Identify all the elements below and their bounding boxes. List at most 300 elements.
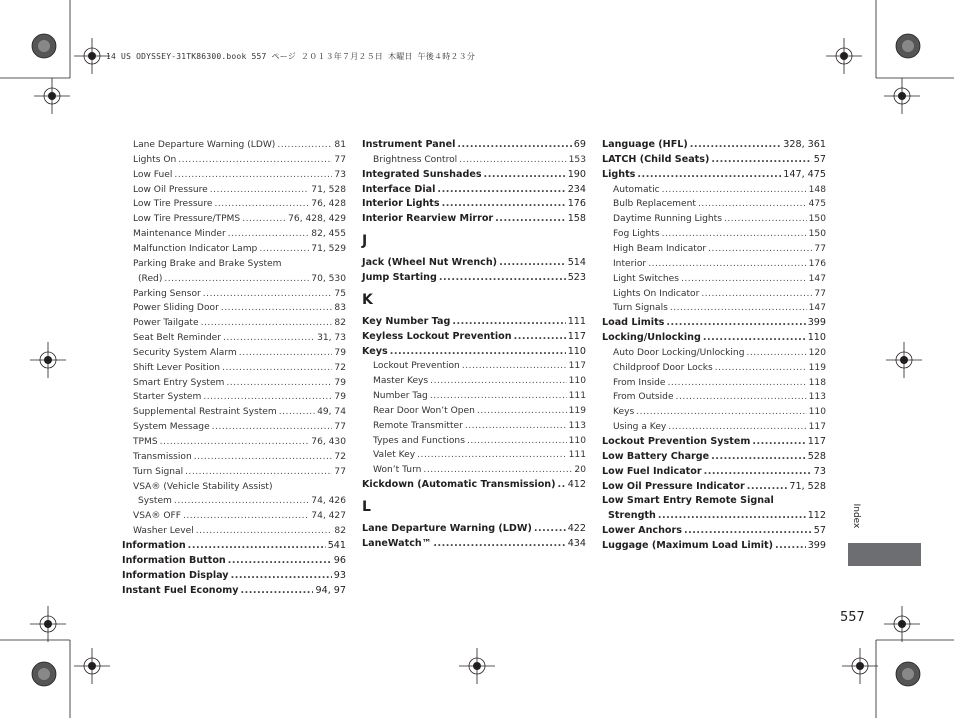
entry-page-ref[interactable]: 113 [808, 392, 826, 403]
entry-label: Integrated Sunshades [362, 168, 482, 180]
entry-label: Brightness Control [373, 154, 458, 165]
index-subentry [133, 361, 346, 375]
entry-label: Jack (Wheel Nut Wrench) [362, 257, 498, 269]
leader-dots [433, 537, 565, 551]
entry-label: (Red) [138, 273, 163, 284]
leader-dots [423, 463, 572, 477]
leader-dots [708, 242, 812, 256]
entry-page-ref[interactable]: 117 [567, 330, 586, 342]
index-entry [602, 138, 826, 152]
entry-page-ref[interactable]: 111 [568, 391, 586, 402]
entry-page-ref[interactable]: 57 [813, 153, 826, 165]
entry-page-ref[interactable]: 147 [808, 273, 826, 284]
entry-page-ref[interactable]: 523 [567, 271, 586, 283]
index-subentry [133, 390, 346, 404]
entry-page-ref[interactable]: 541 [327, 539, 346, 551]
entry-label: Lockout Prevention System [602, 436, 751, 447]
leader-dots [676, 390, 807, 404]
index-subentry [373, 374, 586, 388]
entry-label: Supplemental Restraint System [133, 407, 277, 418]
entry-label: Key Number Tag [362, 315, 451, 327]
leader-dots [459, 153, 566, 167]
entry-label: TPMS [133, 437, 158, 447]
entry-page-ref[interactable]: 71, 528 [311, 184, 346, 195]
entry-page-ref[interactable]: 76, 428 [311, 199, 346, 210]
index-entry [362, 138, 586, 152]
entry-page-ref[interactable]: 77 [814, 243, 826, 254]
entry-page-ref[interactable]: 110 [568, 435, 586, 446]
entry-page-ref[interactable]: 71, 529 [311, 243, 346, 254]
entry-page-ref[interactable]: 110 [568, 376, 586, 387]
entry-label: VSA® OFF [133, 511, 181, 522]
entry-page-ref[interactable]: 328, 361 [783, 139, 826, 150]
entry-page-ref[interactable]: 72 [334, 362, 346, 373]
entry-page-ref[interactable]: 113 [568, 420, 586, 431]
index-subentry [373, 153, 586, 167]
leader-dots [701, 287, 812, 301]
leader-dots [495, 212, 566, 226]
entry-page-ref[interactable]: 412 [567, 479, 586, 491]
entry-page-ref[interactable]: 57 [813, 525, 826, 537]
index-subentry [138, 272, 346, 286]
entry-page-ref[interactable]: 81 [334, 140, 346, 150]
leader-dots [658, 509, 806, 523]
entry-page-ref[interactable]: 73 [813, 465, 826, 477]
leader-dots [203, 390, 332, 404]
leader-dots [196, 524, 333, 538]
leader-dots [775, 539, 806, 553]
index-entry [362, 537, 586, 551]
entry-label: Lockout Prevention [373, 361, 460, 372]
crosshair-bottom-right-2 [884, 606, 920, 642]
entry-page-ref[interactable]: 77 [814, 288, 826, 299]
index-entry [362, 212, 586, 226]
crosshair-bottom-left [30, 606, 66, 642]
entry-page-ref[interactable]: 82, 455 [311, 229, 346, 240]
entry-page-ref[interactable]: 76, 430 [311, 437, 346, 447]
entry-page-ref[interactable]: 83 [334, 303, 346, 314]
index-subentry [613, 405, 826, 419]
entry-page-ref[interactable]: 110 [808, 407, 826, 418]
index-entry [362, 183, 586, 197]
entry-label: Interface Dial [362, 183, 436, 195]
entry-page-ref[interactable]: 176 [808, 258, 826, 269]
entry-page-ref[interactable]: 150 [808, 229, 826, 240]
leader-dots [462, 359, 567, 373]
entry-label: Maintenance Minder [133, 229, 226, 240]
entry-label: Low Smart Entry Remote Signal [602, 495, 774, 507]
crosshair-top-right [826, 38, 862, 74]
entry-page-ref[interactable]: 31, 73 [317, 333, 346, 344]
leader-dots [183, 509, 309, 523]
index-entry [362, 345, 586, 359]
entry-page-ref[interactable]: 528 [807, 450, 826, 462]
entry-label: Auto Door Locking/Unlocking [613, 347, 745, 358]
leader-dots [690, 138, 781, 152]
index-entry [362, 522, 586, 536]
entry-page-ref[interactable]: 76, 428, 429 [288, 214, 346, 225]
leader-dots [240, 584, 313, 598]
index-subentry [133, 420, 346, 434]
entry-page-ref[interactable]: 79 [334, 377, 346, 388]
index-entry [602, 153, 826, 167]
leader-dots [239, 346, 333, 360]
entry-page-ref[interactable]: 117 [808, 422, 826, 433]
entry-label: Daytime Running Lights [613, 214, 722, 225]
index-entry [602, 316, 826, 330]
leader-dots [698, 197, 807, 211]
index-entry [602, 435, 826, 449]
entry-label: Automatic [613, 184, 660, 195]
leader-dots [185, 465, 332, 479]
leader-dots [484, 168, 566, 182]
entry-page-ref[interactable]: 148 [808, 184, 826, 195]
index-subentry [373, 389, 586, 403]
entry-label: Low Oil Pressure Indicator [602, 480, 745, 492]
index-subentry [133, 524, 346, 538]
index-subentry [373, 463, 586, 477]
entry-page-ref[interactable]: 150 [808, 214, 826, 225]
index-subentry [133, 227, 346, 241]
crosshair-top-right-2 [884, 78, 920, 114]
leader-dots [648, 257, 806, 271]
index-letter-heading: K [362, 291, 373, 308]
entry-label: LaneWatch™ [362, 537, 432, 549]
index-letter-heading: L [362, 499, 371, 516]
index-subentry [133, 183, 346, 197]
entry-label: Childproof Door Locks [613, 362, 713, 373]
leader-dots [174, 168, 332, 182]
entry-page-ref[interactable]: 74, 426 [311, 496, 346, 507]
crosshair-right-mid [886, 342, 922, 378]
entry-page-ref[interactable]: 111 [568, 450, 586, 461]
entry-label: High Beam Indicator [613, 243, 707, 254]
index-subentry [613, 301, 826, 315]
index-subentry [613, 376, 826, 390]
entry-label: Lane Departure Warning (LDW) [362, 523, 532, 535]
leader-dots [242, 212, 286, 226]
index-subentry [613, 242, 826, 256]
entry-label: Lights On Indicator [613, 288, 700, 299]
entry-page-ref[interactable]: 434 [567, 537, 586, 549]
entry-page-ref[interactable]: 399 [807, 317, 826, 329]
entry-page-ref[interactable]: 82 [334, 318, 346, 329]
leader-dots [558, 478, 566, 492]
entry-page-ref[interactable]: 119 [568, 405, 586, 416]
crosshair-bottom-left-2 [74, 648, 110, 684]
entry-label: Turn Signal [133, 466, 184, 477]
crosshair-left-mid [30, 342, 66, 378]
leader-dots [684, 524, 812, 538]
leader-dots [430, 374, 566, 388]
index-subentry [613, 346, 826, 360]
entry-label: Master Keys [373, 376, 429, 387]
leader-dots [662, 183, 807, 197]
index-subentry [133, 435, 346, 449]
leader-dots [724, 212, 807, 226]
index-subentry [373, 434, 586, 448]
leader-dots [390, 345, 566, 359]
entry-page-ref[interactable]: 75 [334, 288, 346, 299]
entry-page-ref[interactable]: 20 [574, 465, 586, 476]
entry-page-ref[interactable]: 73 [334, 169, 346, 180]
index-subentry [133, 287, 346, 301]
leader-dots [214, 197, 309, 211]
entry-label: Interior Lights [362, 198, 440, 210]
entry-page-ref[interactable]: 147 [808, 303, 826, 314]
entry-label: Information [122, 539, 186, 551]
entry-label: Using a Key [613, 422, 667, 433]
index-subentry [133, 465, 346, 479]
index-entry [362, 478, 586, 492]
entry-label: Jump Starting [362, 271, 437, 283]
index-subentry [133, 376, 346, 390]
index-entry [602, 494, 826, 508]
index-entry [602, 480, 826, 494]
leader-dots [752, 435, 805, 449]
entry-page-ref[interactable]: 158 [567, 213, 586, 225]
entry-label: LATCH (Child Seats) [602, 153, 710, 165]
leader-dots [514, 330, 566, 344]
leader-dots [715, 361, 807, 375]
entry-page-ref[interactable]: 117 [568, 361, 586, 372]
index-subentry [133, 212, 346, 226]
entry-label: Keys [613, 407, 635, 418]
entry-label: Turn Signals [613, 303, 668, 314]
leader-dots [747, 480, 788, 494]
entry-page-ref[interactable]: 399 [807, 539, 826, 551]
entry-page-ref[interactable]: 120 [808, 347, 826, 358]
index-subentry [133, 242, 346, 256]
crosshair-bottom-right [842, 648, 878, 684]
entry-label: Load Limits [602, 317, 665, 329]
entry-page-ref[interactable]: 190 [567, 168, 586, 180]
entry-page-ref[interactable]: 94, 97 [315, 584, 346, 596]
entry-page-ref[interactable]: 475 [808, 199, 826, 210]
entry-page-ref[interactable]: 77 [334, 466, 346, 477]
entry-page-ref[interactable]: 77 [334, 154, 346, 165]
leader-dots [668, 420, 806, 434]
entry-label: Language (HFL) [602, 139, 688, 150]
entry-label: Lane Departure Warning (LDW) [133, 140, 276, 150]
index-subentry [613, 183, 826, 197]
leader-dots [188, 539, 326, 553]
entry-label: Security System Alarm [133, 347, 237, 358]
leader-dots [160, 435, 310, 449]
index-entry [602, 450, 826, 464]
index-subentry [373, 419, 586, 433]
leader-dots [704, 465, 812, 479]
print-header: 14 US ODYSSEY-31TK86300.book 557 ページ ２０１３年７月２５日 木曜日 午後４時２３分 [106, 52, 476, 61]
entry-label: Shift Lever Position [133, 362, 221, 373]
index-subentry [613, 420, 826, 434]
entry-label: Low Tire Pressure/TPMS [133, 214, 241, 225]
entry-page-ref[interactable]: 49, 74 [317, 407, 346, 418]
leader-dots [164, 272, 309, 286]
leader-dots [670, 301, 807, 315]
index-entry [362, 168, 586, 182]
index-subentry [613, 287, 826, 301]
entry-label: Light Switches [613, 273, 679, 284]
entry-label: Seat Belt Reminder [133, 333, 221, 344]
entry-page-ref[interactable]: 72 [334, 451, 346, 462]
entry-label: Power Sliding Door [133, 303, 219, 314]
entry-page-ref[interactable]: 234 [567, 183, 586, 195]
entry-label: Washer Level [133, 526, 194, 537]
index-entry [602, 331, 826, 345]
entry-page-ref[interactable]: 147, 475 [783, 168, 826, 180]
leader-dots [499, 256, 566, 270]
entry-label: System [138, 496, 172, 507]
leader-dots [711, 153, 811, 167]
leader-dots [226, 376, 332, 390]
entry-page-ref[interactable]: 112 [807, 510, 826, 522]
leader-dots [439, 271, 566, 285]
entry-label: Low Battery Charge [602, 450, 710, 462]
leader-dots [194, 450, 333, 464]
leader-dots [452, 315, 565, 329]
leader-dots [636, 405, 806, 419]
index-letter-heading: J [362, 233, 368, 250]
leader-dots [178, 153, 332, 167]
entry-label: Strength [608, 510, 656, 522]
entry-label: Bulb Replacement [613, 199, 696, 210]
leader-dots [465, 419, 567, 433]
index-subentry [133, 509, 346, 523]
entry-page-ref[interactable]: 422 [567, 523, 586, 535]
index-subentry [133, 197, 346, 211]
index-subentry [133, 153, 346, 167]
section-tab-label: Index [851, 503, 861, 529]
entry-label: Interior [613, 258, 647, 269]
entry-page-ref[interactable]: 111 [567, 315, 586, 327]
leader-dots [222, 361, 332, 375]
index-entry [608, 509, 826, 523]
index-entry [122, 554, 346, 568]
leader-dots [277, 138, 332, 152]
index-subentry [133, 301, 346, 315]
color-disc-top-right [894, 32, 922, 60]
entry-page-ref[interactable]: 110 [807, 332, 826, 344]
entry-page-ref[interactable]: 176 [567, 198, 586, 210]
entry-page-ref[interactable]: 77 [334, 422, 346, 433]
entry-page-ref[interactable]: 74, 427 [311, 511, 346, 522]
index-entry [602, 524, 826, 538]
leader-dots [430, 389, 567, 403]
index-entry [362, 315, 586, 329]
index-entry [602, 465, 826, 479]
index-subentry [133, 405, 346, 419]
entry-label: Low Fuel [133, 169, 173, 180]
entry-page-ref[interactable]: 117 [807, 436, 826, 447]
entry-label: Remote Transmitter [373, 420, 463, 431]
index-subentry [133, 346, 346, 360]
entry-label: Types and Functions [373, 435, 465, 446]
entry-label: Keys [362, 345, 388, 357]
entry-page-ref[interactable]: 93 [333, 569, 346, 581]
index-subentry [613, 390, 826, 404]
entry-page-ref[interactable]: 71, 528 [789, 480, 826, 492]
entry-label: Starter System [133, 392, 202, 403]
entry-page-ref[interactable]: 118 [808, 377, 826, 388]
leader-dots [212, 420, 333, 434]
leader-dots [210, 183, 310, 197]
entry-label: Transmission [133, 451, 192, 462]
entry-label: Parking Brake and Brake System [133, 258, 282, 269]
entry-label: Instant Fuel Economy [122, 584, 239, 596]
entry-page-ref[interactable]: 79 [334, 347, 346, 358]
color-disc-bottom-left [30, 660, 58, 688]
leader-dots [457, 138, 571, 152]
leader-dots [442, 197, 566, 211]
entry-label: Lights On [133, 154, 177, 165]
index-entry [602, 168, 826, 182]
index-subentry [133, 138, 346, 152]
index-subentry [613, 227, 826, 241]
index-subentry [133, 257, 346, 271]
entry-page-ref[interactable]: 153 [568, 154, 586, 165]
color-disc-bottom-right [894, 660, 922, 688]
index-subentry [133, 450, 346, 464]
index-entry [362, 256, 586, 270]
leader-dots [231, 569, 332, 583]
index-entry [122, 539, 346, 553]
entry-label: From Outside [613, 392, 674, 403]
leader-dots [746, 346, 806, 360]
entry-page-ref[interactable]: 96 [333, 554, 346, 566]
entry-label: Kickdown (Automatic Transmission) [362, 479, 556, 491]
index-subentry [613, 212, 826, 226]
leader-dots [637, 168, 781, 182]
entry-page-ref[interactable]: 79 [334, 392, 346, 403]
index-entry [362, 271, 586, 285]
color-disc-top-left [30, 32, 58, 60]
page-number: 557 [840, 610, 865, 625]
entry-label: Malfunction Indicator Lamp [133, 243, 258, 254]
entry-page-ref[interactable]: 110 [567, 345, 586, 357]
index-entry [362, 330, 586, 344]
entry-page-ref[interactable]: 69 [573, 139, 586, 150]
leader-dots [534, 522, 566, 536]
leader-dots [279, 405, 315, 419]
leader-dots [681, 272, 807, 286]
index-subentry [133, 480, 346, 494]
entry-label: Keyless Lockout Prevention [362, 330, 512, 342]
index-subentry [613, 257, 826, 271]
entry-page-ref[interactable]: 70, 530 [311, 273, 346, 284]
leader-dots [223, 331, 315, 345]
entry-label: System Message [133, 422, 210, 433]
entry-page-ref[interactable]: 514 [567, 257, 586, 269]
entry-page-ref[interactable]: 82 [334, 526, 346, 537]
entry-label: Information Button [122, 554, 226, 566]
entry-label: Valet Key [373, 450, 416, 461]
entry-label: Parking Sensor [133, 288, 201, 299]
entry-label: Smart Entry System [133, 377, 225, 388]
crosshair-top-left-2 [34, 78, 70, 114]
index-entry [122, 569, 346, 583]
index-entry [362, 197, 586, 211]
entry-label: Fog Lights [613, 229, 660, 240]
index-subentry [613, 197, 826, 211]
entry-label: Won’t Turn [373, 465, 422, 476]
leader-dots [201, 316, 333, 330]
entry-label: Lower Anchors [602, 525, 682, 537]
leader-dots [467, 434, 567, 448]
entry-page-ref[interactable]: 119 [808, 362, 826, 373]
leader-dots [228, 554, 332, 568]
entry-label: Instrument Panel [362, 139, 456, 150]
